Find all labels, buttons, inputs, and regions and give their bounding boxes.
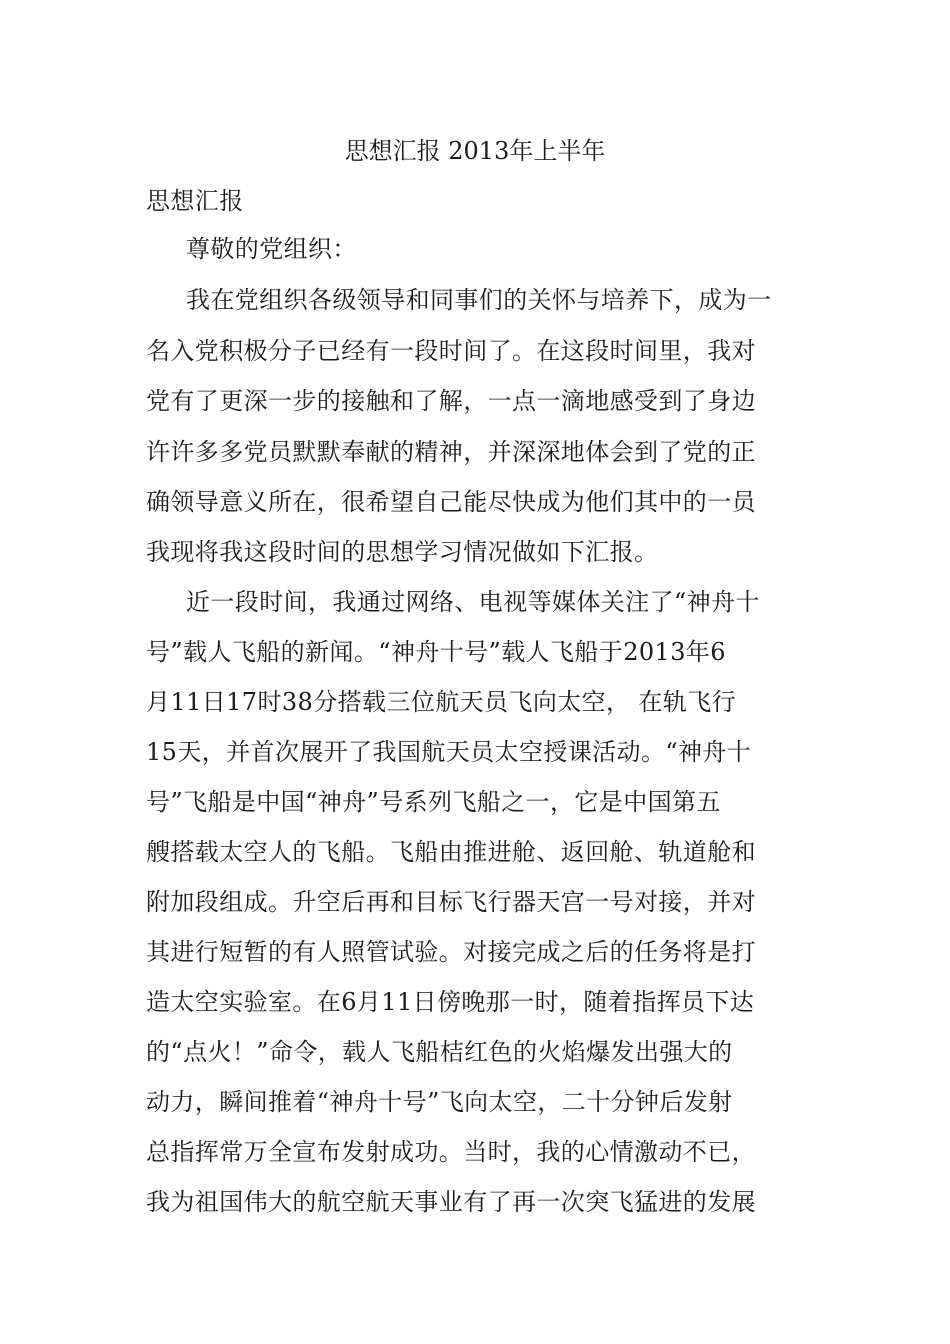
- body-line: 15天，并首次展开了我国航天员太空授课活动。“神舟十: [146, 738, 752, 766]
- body-line: 近一段时间，我通过网络、电视等媒体关注了“神舟十: [186, 588, 760, 616]
- body-line: 名入党积极分子已经有一段时间了。在这段时间里，我对: [146, 337, 756, 365]
- salutation: 尊敬的党组织：: [186, 235, 357, 263]
- body-line: 月11日17时38分搭载三位航天员飞向太空， 在轨飞行: [146, 688, 737, 716]
- body-line: 其进行短暂的有人照管试验。对接完成之后的任务将是打: [146, 938, 756, 966]
- document-subtitle: 思想汇报: [146, 187, 244, 215]
- body-line: 确领导意义所在，很希望自己能尽快成为他们其中的一员: [146, 488, 756, 516]
- body-line: 党有了更深一步的接触和了解，一点一滴地感受到了身边: [146, 387, 756, 415]
- body-line: 总指挥常万全宣布发射成功。当时，我的心情激动不已，: [146, 1138, 756, 1166]
- body-line: 附加段组成。升空后再和目标飞行器天宫一号对接，并对: [146, 888, 756, 916]
- body-line: 我为祖国伟大的航空航天事业有了再一次突飞猛进的发展: [146, 1188, 756, 1216]
- body-line: 我现将我这段时间的思想学习情况做如下汇报。: [146, 538, 659, 566]
- body-line: 许许多多党员默默奉献的精神，并深深地体会到了党的正: [146, 438, 756, 466]
- body-line: 造太空实验室。在6月11日傍晚那一时，随着指挥员下达: [146, 988, 755, 1016]
- body-line: 的“点火！”命令，载人飞船桔红色的火焰爆发出强大的: [146, 1038, 733, 1066]
- body-line: 动力，瞬间推着“神舟十号”飞向太空，二十分钟后发射: [146, 1088, 733, 1116]
- document-title: 思想汇报 2013年上半年: [344, 137, 606, 165]
- body-line: 我在党组织各级领导和同事们的关怀与培养下，成为一: [186, 286, 772, 314]
- body-line: 号”载人飞船的新闻。“神舟十号”载人飞船于2013年6: [146, 638, 726, 666]
- body-line: 号”飞船是中国“神舟”号系列飞船之一，它是中国第五: [146, 788, 721, 816]
- body-line: 艘搭载太空人的飞船。飞船由推进舱、返回舱、轨道舱和: [146, 838, 756, 866]
